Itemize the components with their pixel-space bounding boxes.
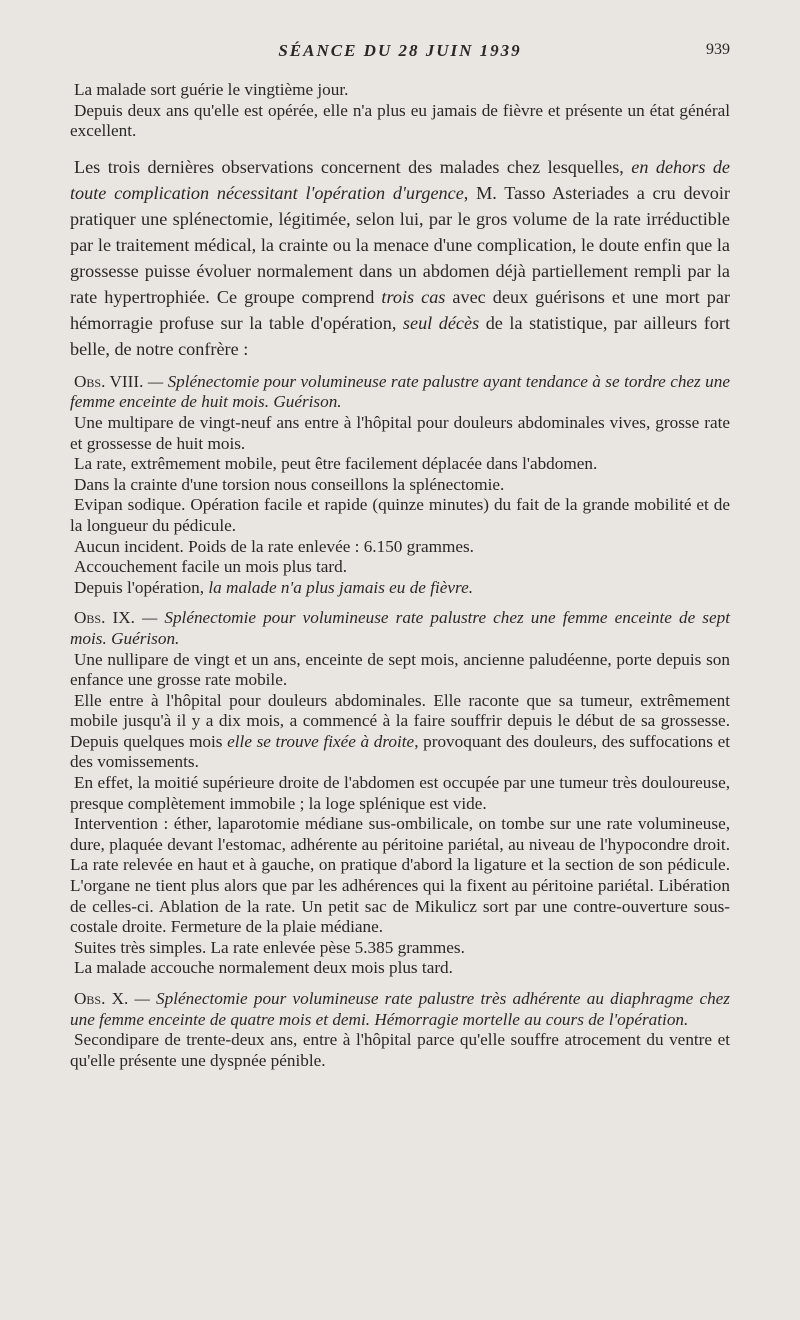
obs-title: — Splénectomie pour volumineuse rate palustre ayant tendance à se tordre chez une femme enceinte de huit mois. Guérison. [70,371,730,412]
obs-paragraph: Aucun incident. Poids de la rate enlevée : 6.150 grammes. [74,536,474,556]
summary-emphasis: en dehors de toute complication nécessitant l'opération d'urgence [70,156,730,203]
text-body [70,80,730,1071]
obs-paragraph: Intervention : éther, laparotomie médiane sus-ombilicale, on tombe sur une rate volumineuse, dure, plaquée devant l'estomac, adhérente au péritoine pariétal, au niveau de l'hypocondre droit. La rate relevée en haut et à gauche, on pratique d'abord la ligature et la section de son pédicule. L'organe ne tient plus alors que par les adhérences qui la fixent au péritoine pariétal. Libération de celles-ci. Ablation de la rate. Un petit sac de Mikulicz sort par une contre-ouverture sous-costale droite. Fermeture de la plaie médiane. [70,814,730,937]
obs-paragraph [70,578,730,599]
intro-paragraph: La malade sort guérie le vingtième jour. [74,80,349,99]
obs-paragraph: La malade accouche normalement deux mois plus tard. [74,958,453,978]
obs-emphasis: elle se trouve fixée à droite [227,731,415,751]
obs-paragraph: Dans la crainte d'une torsion nous conseillons la splénectomie. [74,474,505,494]
summary-text: avec deux guérisons et une mort par hémorragie profuse sur la table d'opération, [70,286,730,333]
obs-emphasis: la malade n'a plus jamais eu de fièvre. [208,577,474,597]
obs-title: — Splénectomie pour volumineuse rate palustre très adhérente au diaphragme chez une femme enceinte de quatre mois et demi. Hémorragie mortelle au cours de l'opération. [70,989,730,1029]
obs-10-heading [70,989,730,1030]
obs-label: Obs. IX. [74,608,135,628]
obs-8-heading [70,372,730,413]
intro-paragraph: Depuis deux ans qu'elle est opérée, elle n'a plus eu jamais de fièvre et présente un état général excellent. [70,100,730,141]
obs-text: , provoquant des douleurs, des suffocations et des vomissements. [70,731,731,772]
obs-paragraph: La rate, extrêmement mobile, peut être facilement déplacée dans l'abdomen. [74,454,598,474]
obs-paragraph: Secondipare de trente-deux ans, entre à l'hôpital parce qu'elle souffre atrocement du ventre et qu'elle présente une dyspnée pénible. [70,1030,730,1070]
obs-paragraph: Accouchement facile un mois plus tard. [74,557,348,577]
summary-text: , M. Tasso Asteriades a cru devoir pratiquer une splénectomie, légitimée, selon lui, par le gros volume de la rate irréductible par le traitement médical, la crainte ou la menace d'une complication, le doute enfin que la grossesse puisse évoluer normalement dans un abdomen déjà partiellement rempli par la rate hypertrophiée. Ce groupe comprend [70,182,730,307]
obs-paragraph: Suites très simples. La rate enlevée pèse 5.385 grammes. [74,937,465,957]
obs-label: Obs. VIII. [74,371,144,391]
summary-paragraph [70,154,730,362]
obs-paragraph: Une multipare de vingt-neuf ans entre à l'hôpital pour douleurs abdominales vives, grosse rate et grossesse de huit mois. [70,412,730,453]
running-title: SÉANCE DU 28 JUIN 1939 [278,41,522,60]
obs-paragraph [70,691,730,773]
obs-paragraph: Evipan sodique. Opération facile et rapide (quinze minutes) du fait de la grande mobilité et de la longueur du pédicule. [70,495,730,535]
summary-emphasis: seul décès [402,312,480,333]
obs-9-heading [70,608,730,649]
summary-emphasis: trois cas [381,286,446,307]
obs-text: Elle entre à l'hôpital pour douleurs abdominales. Elle raconte que sa tumeur, extrêmement mobile jusqu'à il y a dix mois, a commencé à la faire souffrir depuis le début de sa grossesse. Depuis quelques mois [70,690,730,751]
summary-text: Les trois dernières observations concernent des malades chez lesquelles, [74,156,632,177]
page-number: 939 [706,41,730,58]
obs-label: Obs. X. [74,989,129,1008]
obs-paragraph: En effet, la moitié supérieure droite de l'abdomen est occupée par une tumeur très douloureuse, presque complètement immobile ; la loge splénique est vide. [70,773,730,813]
obs-title: — Splénectomie pour volumineuse rate palustre chez une femme enceinte de sept mois. Guérison. [70,608,730,648]
summary-text: de la statistique, par ailleurs fort belle, de notre confrère : [70,312,731,359]
obs-text: Depuis l'opération, [74,577,209,597]
obs-paragraph: Une nullipare de vingt et un ans, enceinte de sept mois, ancienne paludéenne, porte depuis son enfance une grosse rate mobile. [70,649,730,690]
page-header [70,41,730,65]
